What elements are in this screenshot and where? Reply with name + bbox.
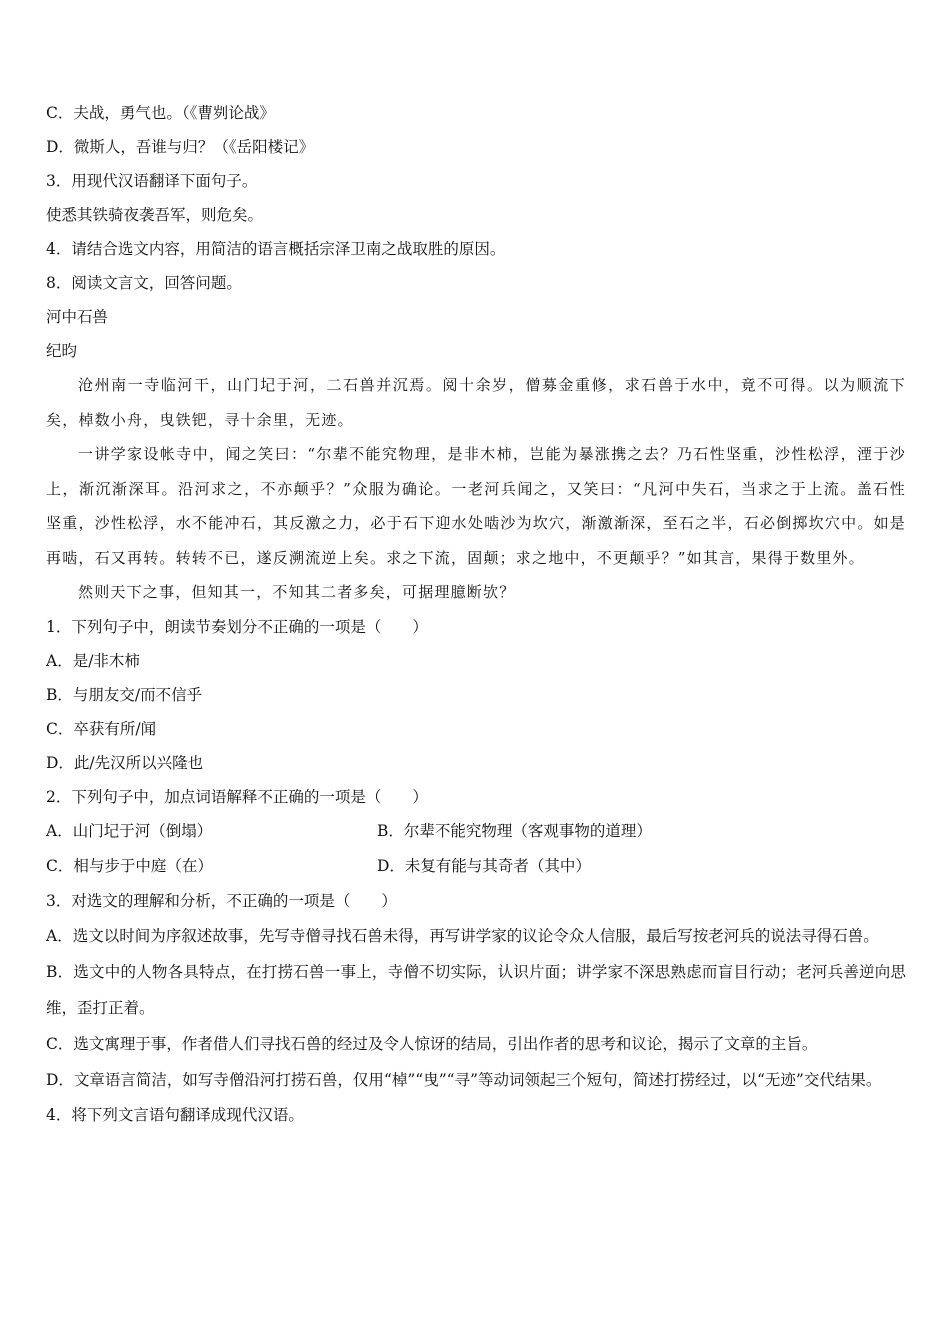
q2-stem: 2．下列句子中，加点词语解释不正确的一项是（ ） — [46, 787, 428, 806]
passage-paragraph-1: 沧州南一寺临河干，山门圮于河，二石兽并沉焉。阅十余岁，僧募金重修，求石兽于水中，竟不可得。以为顺流下矣，棹数小舟，曳铁钯，寻十余里，无迹。 — [46, 376, 906, 429]
option-c: C．夫战，勇气也。（《曹刿论战》 — [46, 104, 275, 122]
q2-option-b: B．尔辈不能究物理（客观事物的道理） — [377, 821, 652, 840]
q1-option-d: D．此/先汉所以兴隆也 — [46, 753, 204, 772]
q2-options-row-2 — [46, 849, 906, 884]
passage-author: 纪昀 — [46, 342, 78, 360]
section-8-heading: 8．阅读文言文，回答问题。 — [46, 274, 242, 292]
q3-stem: 3．对选文的理解和分析，不正确的一项是（ ） — [46, 891, 397, 910]
sentence-to-translate: 使悉其铁骑夜袭吾军，则危矣。 — [46, 206, 264, 224]
q3-option-a: A．选文以时间为序叙述故事，先写寺僧寻找石兽未得，再写讲学家的议论令众人信服，最后写按老河兵的说法寻得石兽。 — [46, 926, 879, 945]
option-d: D．微斯人，吾谁与归？（《岳阳楼记》 — [46, 138, 315, 156]
passage-paragraph-2: 一讲学家设帐寺中，闻之笑曰：“尔辈不能究物理，是非木柿，岂能为暴涨携之去？乃石性坚重，沙性松浮，湮于沙上，渐沉渐深耳。沿河求之，不亦颠乎？”众服为确论。一老河兵闻之，又笑曰：“凡河中失石，当求之于上流。盖石性坚重，沙性松浮，水不能冲石，其反激之力，必于石下迎水处啮沙为坎穴，渐激渐深，至石之半，石必倒掷坎穴中。如是再啮，石又再转。转转不已，遂反溯流逆上矣。求之下流，固颠；求之地中，不更颠乎？”如其言，果得于数里外。 — [46, 445, 906, 567]
q2-option-d: D．未复有能与其奇者（其中） — [377, 856, 591, 875]
q1-stem: 1．下列句子中，朗读节奏划分不正确的一项是（ ） — [46, 617, 428, 636]
q2-options-row-1 — [46, 814, 906, 849]
question-4: 4．请结合选文内容，用简洁的语言概括宗泽卫南之战取胜的原因。 — [46, 240, 506, 258]
q1-option-c: C．卒获有所/闻 — [46, 719, 157, 738]
document-page — [46, 96, 906, 1132]
question-3: 3．用现代汉语翻译下面句子。 — [46, 172, 258, 190]
q3-option-b: B．选文中的人物各具特点，在打捞石兽一事上，寺僧不切实际，认识片面；讲学家不深思熟虑而盲目行动；老河兵善逆向思维，歪打正着。 — [46, 962, 906, 1017]
q3-option-c: C．选文寓理于事，作者借人们寻找石兽的经过及令人惊讶的结局，引出作者的思考和议论，揭示了文章的主旨。 — [46, 1034, 818, 1053]
q3-option-d: D．文章语言简洁，如写寺僧沿河打捞石兽，仅用“棹”“曳”“寻”等动词领起三个短句，简述打捞经过，以“无迹”交代结果。 — [46, 1070, 882, 1089]
q1-option-a: A．是/非木柿 — [46, 651, 140, 670]
q2-option-c: C．相与步于中庭（在） — [46, 856, 213, 875]
q2-option-a: A．山门圮于河（倒塌） — [46, 821, 213, 840]
passage-paragraph-3: 然则天下之事，但知其一，不知其二者多矣，可据理臆断欤？ — [78, 583, 516, 601]
q1-option-b: B．与朋友交/而不信乎 — [46, 685, 203, 704]
passage-title: 河中石兽 — [46, 308, 109, 326]
q4-stem: 4．将下列文言语句翻译成现代汉语。 — [46, 1105, 304, 1124]
